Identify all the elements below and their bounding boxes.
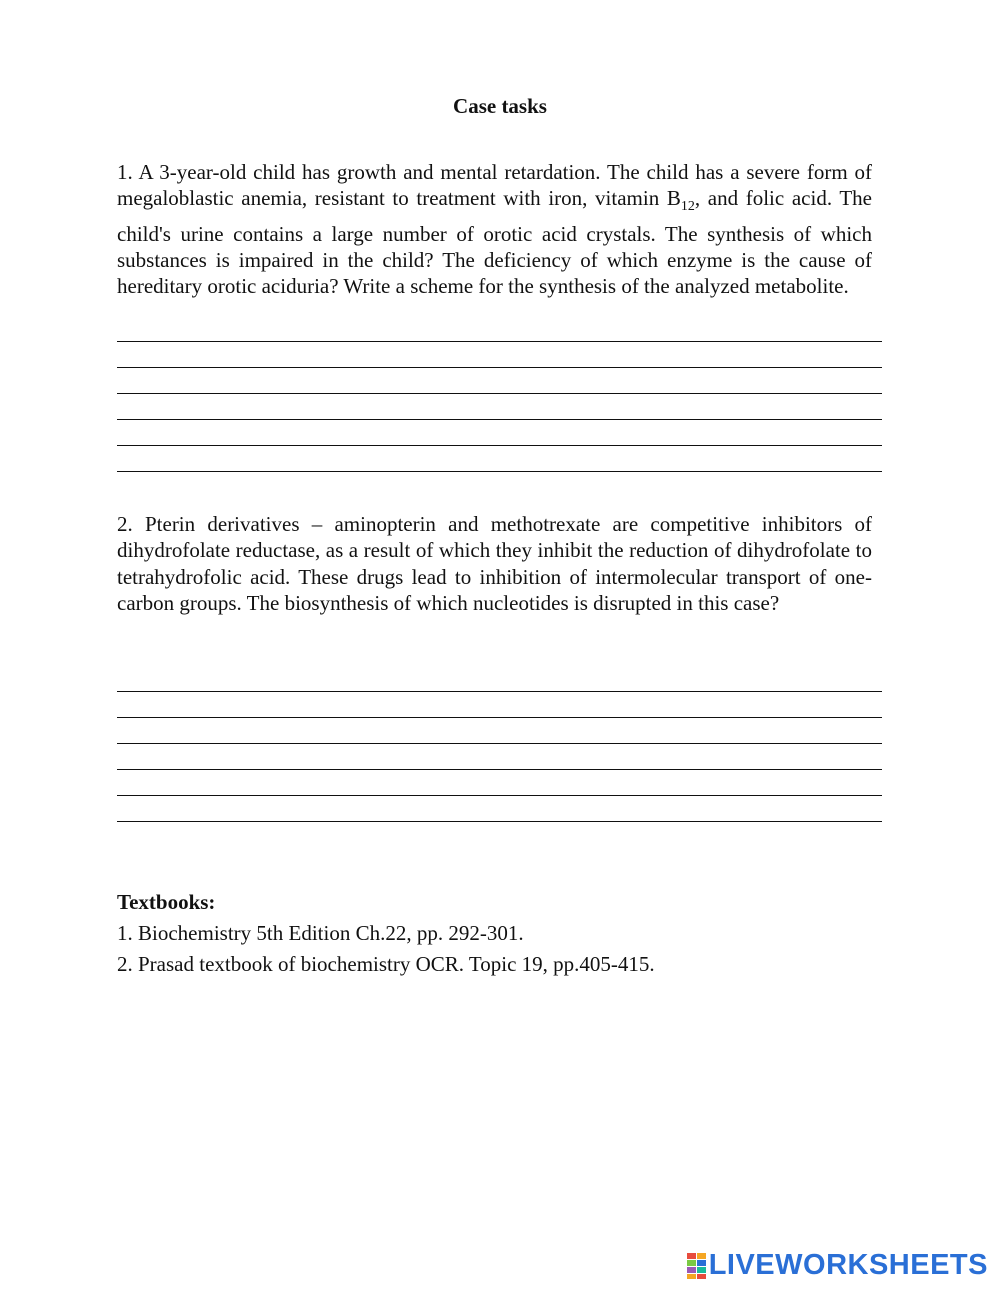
task-1-text xyxy=(117,159,872,300)
textbooks-section xyxy=(117,887,655,980)
task-1-text-end: , and folic acid. The child's urine contains a large number of orotic acid crystals. The synthesis of which substances is impaired in the child? The deficiency of which enzyme is the cause of hereditary orotic aciduria? Write a scheme for the synthesis of the analyzed metabolite. xyxy=(117,186,872,299)
answer-line[interactable] xyxy=(117,692,882,718)
task-1-answer-area[interactable] xyxy=(117,316,882,472)
answer-line[interactable] xyxy=(117,368,882,394)
answer-line[interactable] xyxy=(117,744,882,770)
textbooks-heading: Textbooks: xyxy=(117,890,216,914)
answer-line[interactable] xyxy=(117,394,882,420)
liveworksheets-logo[interactable] xyxy=(687,1249,988,1282)
answer-line[interactable] xyxy=(117,770,882,796)
answer-line[interactable] xyxy=(117,718,882,744)
liveworksheets-logo-text: LIVEWORKSHEETS xyxy=(708,1249,988,1281)
textbook-item: 2. Prasad textbook of biochemistry OCR. Topic 19, pp.405-415. xyxy=(117,952,655,976)
answer-line[interactable] xyxy=(117,666,882,692)
liveworksheets-logo-icon xyxy=(687,1252,707,1280)
answer-line[interactable] xyxy=(117,316,882,342)
answer-line[interactable] xyxy=(117,446,882,472)
task-1-text-start: 1. A 3-year-old child has growth and mental retardation. The child has a severe form of megaloblastic anemia, resistant to treatment with iron, vitamin B xyxy=(117,160,872,211)
textbook-item: 1. Biochemistry 5th Edition Ch.22, pp. 292-301. xyxy=(117,921,524,945)
task-2-text: 2. Pterin derivatives – aminopterin and methotrexate are competitive inhibitors of dihydrofolate reductase, as a result of which they inhibit the reduction of dihydrofolate to tetrahydrofolic acid. These drugs lead to inhibition of intermolecular transport of one-carbon groups. The biosynthesis of which nucleotides is disrupted in this case? xyxy=(117,512,872,615)
answer-line[interactable] xyxy=(117,796,882,822)
task-2-answer-area[interactable] xyxy=(117,666,882,822)
answer-line[interactable] xyxy=(117,420,882,446)
answer-line[interactable] xyxy=(117,342,882,368)
page-title: Case tasks xyxy=(453,94,547,118)
vitamin-b12-subscript: 12 xyxy=(680,199,695,215)
